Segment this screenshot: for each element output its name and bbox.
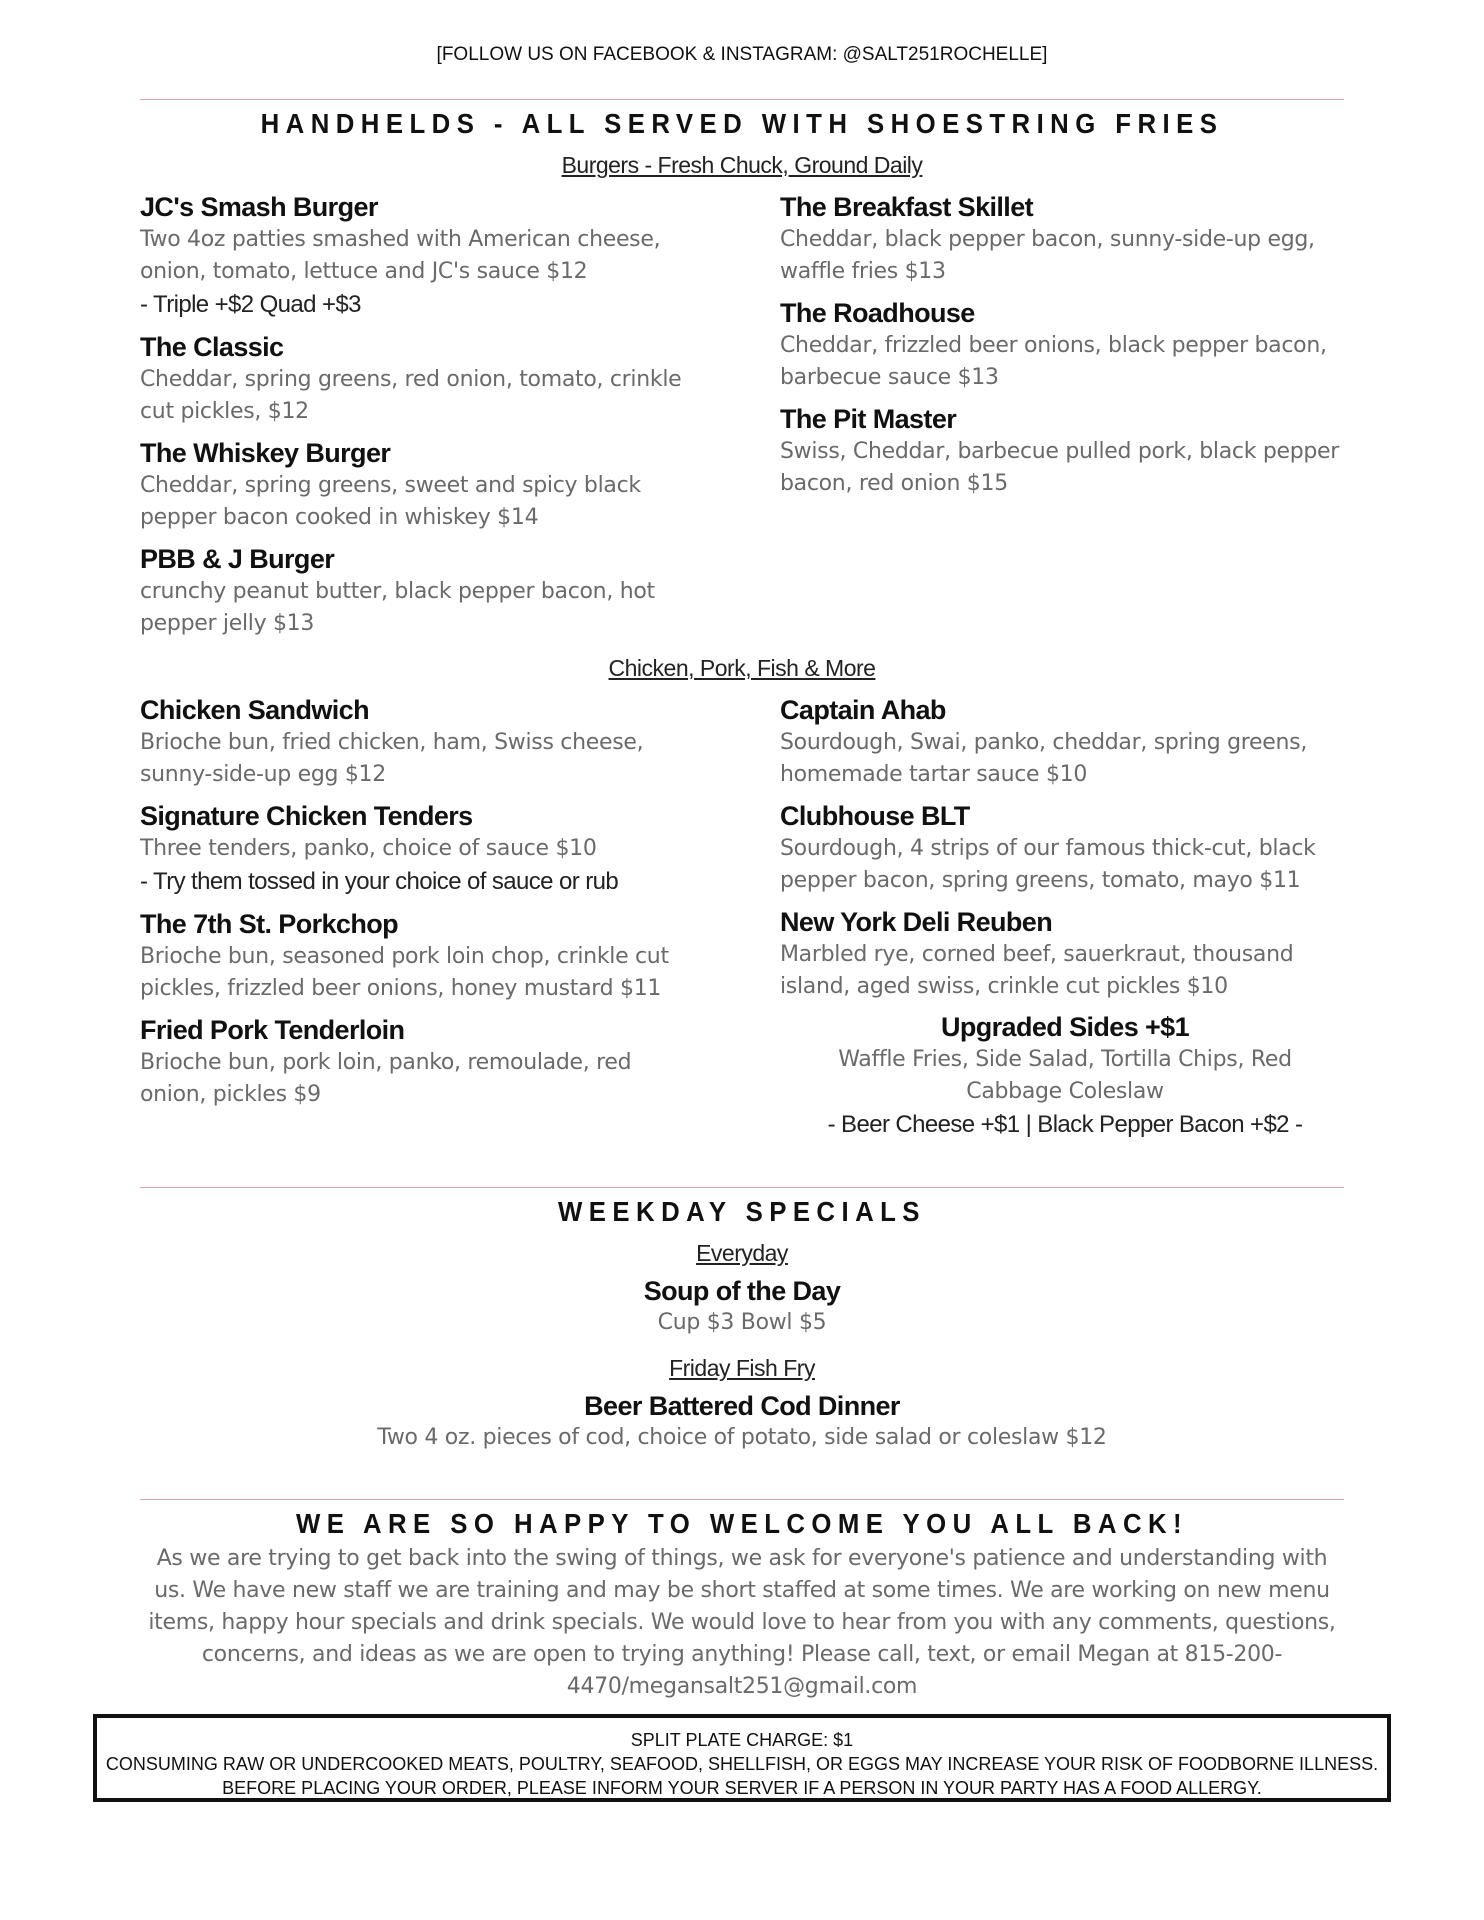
- divider-rule: [140, 99, 1344, 100]
- item-name: The 7th St. Porkchop: [140, 909, 399, 939]
- menu-item: [140, 907, 700, 1005]
- item-name: The Breakfast Skillet: [780, 192, 1034, 222]
- item-description: Three tenders, panko, choice of sauce $10: [140, 836, 597, 861]
- upgraded-sides-addons: - Beer Cheese +$1 | Black Pepper Bacon +$2 -: [827, 1111, 1303, 1138]
- item-description: Sourdough, 4 strips of our famous thick-cut, black pepper bacon, spring greens, tomato, mayo $11: [780, 836, 1316, 893]
- item-name: New York Deli Reuben: [780, 907, 1053, 937]
- item-description: Brioche bun, seasoned pork loin chop, crinkle cut pickles, frizzled beer onions, honey mustard $11: [140, 944, 669, 1001]
- item-name: Signature Chicken Tenders: [140, 801, 473, 831]
- friday-fish-fry-label: Friday Fish Fry: [669, 1355, 815, 1381]
- burgers-subtitle: Burgers - Fresh Chuck, Ground Daily: [561, 152, 923, 178]
- upgraded-sides: [810, 1010, 1320, 1142]
- more-left-column: [140, 693, 700, 1119]
- more-right-column: [780, 693, 1350, 1011]
- item-name: The Roadhouse: [780, 298, 975, 328]
- menu-item: [780, 693, 1350, 791]
- menu-item: [140, 1013, 700, 1111]
- welcome-message: As we are trying to get back into the swing of things, we ask for everyone's patience and understanding with us. We have new staff we are training and may be short staffed at some times. We are working on new menu items, happy hour specials and drink specials. We would love to hear from you with any comments, questions, concerns, and ideas as we are open to trying anything! Please call, text, or email Megan at 815-200-4470/megansalt251@gmail.com: [148, 1546, 1336, 1699]
- menu-item: [780, 799, 1350, 897]
- foodborne-warning: CONSUMING RAW OR UNDERCOOKED MEATS, POULTRY, SEAFOOD, SHELLFISH, OR EGGS MAY INCREASE YOUR RISK OF FOODBORNE ILLNESS.: [105, 1754, 1379, 1774]
- item-name: Clubhouse BLT: [780, 801, 970, 831]
- item-description: Cheddar, black pepper bacon, sunny-side-up egg, waffle fries $13: [780, 227, 1315, 284]
- item-description: Marbled rye, corned beef, sauerkraut, thousand island, aged swiss, crinkle cut pickles $10: [780, 942, 1294, 999]
- menu-item: [140, 330, 700, 428]
- cod-name: Beer Battered Cod Dinner: [584, 1391, 900, 1421]
- welcome-title: WE ARE SO HAPPY TO WELCOME YOU ALL BACK!: [295, 1508, 1189, 1539]
- burgers-right-column: [780, 190, 1350, 508]
- chicken-pork-fish-subtitle: Chicken, Pork, Fish & More: [608, 655, 876, 681]
- soup-special: [0, 1276, 1484, 1339]
- item-extra: - Triple +$2 Quad +$3: [140, 291, 361, 318]
- allergy-notice-box: [93, 1714, 1391, 1802]
- menu-item: [140, 190, 700, 322]
- item-name: Captain Ahab: [780, 695, 946, 725]
- item-description: Sourdough, Swai, panko, cheddar, spring greens, homemade tartar sauce $10: [780, 730, 1308, 787]
- item-description: Cheddar, spring greens, red onion, tomato, crinkle cut pickles, $12: [140, 367, 682, 424]
- menu-item: [140, 436, 700, 534]
- allergy-warning: BEFORE PLACING YOUR ORDER, PLEASE INFORM YOUR SERVER IF A PERSON IN YOUR PARTY HAS A FOOD ALLERGY.: [222, 1778, 1262, 1798]
- everyday-label: Everyday: [696, 1240, 788, 1266]
- soup-description: Cup $3 Bowl $5: [657, 1310, 827, 1335]
- menu-item: [140, 799, 700, 899]
- menu-item: [780, 402, 1350, 500]
- item-description: Brioche bun, fried chicken, ham, Swiss cheese, sunny-side-up egg $12: [140, 730, 644, 787]
- item-name: The Classic: [140, 332, 284, 362]
- item-description: Two 4oz patties smashed with American cheese, onion, tomato, lettuce and JC's sauce $12: [140, 227, 661, 284]
- item-extra: - Try them tossed in your choice of sauce or rub: [140, 868, 619, 895]
- divider-rule: [140, 1499, 1344, 1500]
- item-name: PBB & J Burger: [140, 544, 335, 574]
- item-name: Fried Pork Tenderloin: [140, 1015, 405, 1045]
- menu-item: [140, 693, 700, 791]
- menu-item: [780, 296, 1350, 394]
- handhelds-title: HANDHELDS - ALL SERVED WITH SHOESTRING FRIES: [260, 108, 1224, 139]
- social-follow-text: [FOLLOW US ON FACEBOOK & INSTAGRAM: @SALT251ROCHELLE]: [436, 44, 1048, 65]
- item-name: Chicken Sandwich: [140, 695, 369, 725]
- menu-item: [780, 190, 1350, 288]
- item-description: Cheddar, frizzled beer onions, black pepper bacon, barbecue sauce $13: [780, 333, 1327, 390]
- burgers-left-column: [140, 190, 700, 648]
- item-description: Brioche bun, pork loin, panko, remoulade, red onion, pickles $9: [140, 1050, 632, 1107]
- item-description: crunchy peanut butter, black pepper bacon, hot pepper jelly $13: [140, 579, 655, 636]
- menu-item: [140, 542, 700, 640]
- split-plate-charge: SPLIT PLATE CHARGE: $1: [630, 1730, 854, 1750]
- divider-rule: [140, 1187, 1344, 1188]
- upgraded-sides-title: Upgraded Sides +$1: [940, 1012, 1190, 1042]
- weekday-specials-title: WEEKDAY SPECIALS: [558, 1196, 926, 1227]
- soup-name: Soup of the Day: [643, 1276, 841, 1306]
- item-name: JC's Smash Burger: [140, 192, 378, 222]
- item-name: The Whiskey Burger: [140, 438, 391, 468]
- item-description: Swiss, Cheddar, barbecue pulled pork, black pepper bacon, red onion $15: [780, 439, 1340, 496]
- cod-special: [0, 1391, 1484, 1454]
- upgraded-sides-list: Waffle Fries, Side Salad, Tortilla Chips, Red Cabbage Coleslaw: [838, 1047, 1292, 1104]
- cod-description: Two 4 oz. pieces of cod, choice of potato, side salad or coleslaw $12: [377, 1425, 1107, 1450]
- item-name: The Pit Master: [780, 404, 957, 434]
- item-description: Cheddar, spring greens, sweet and spicy black pepper bacon cooked in whiskey $14: [140, 473, 641, 530]
- menu-item: [780, 905, 1350, 1003]
